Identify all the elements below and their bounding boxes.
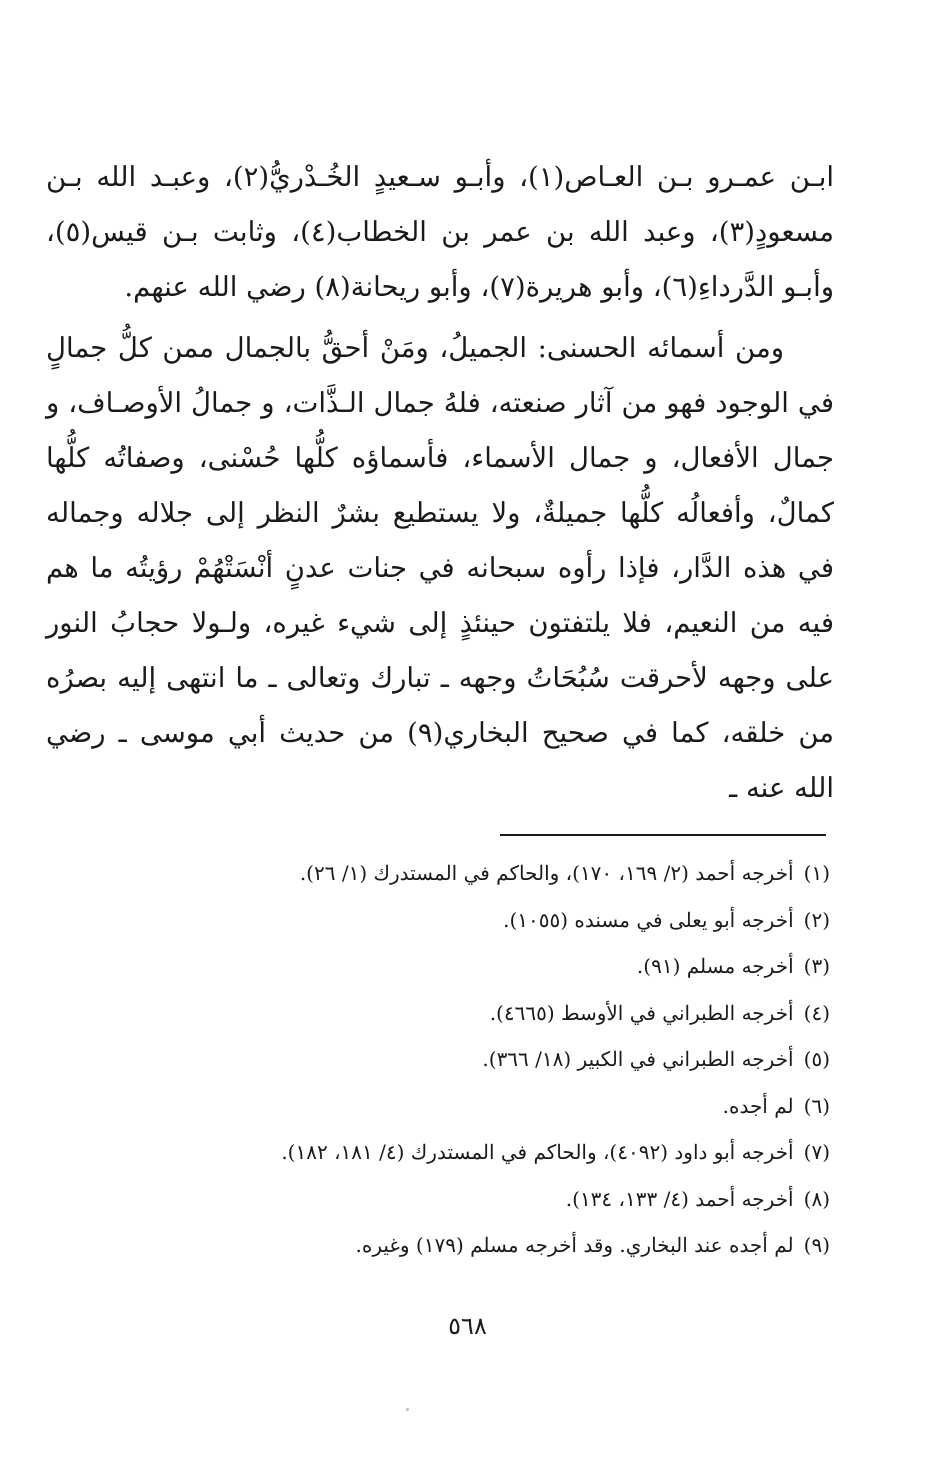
footnote-text: أخرجه أحمد (٤/ ١٣٣، ١٣٤). <box>565 1186 794 1211</box>
scan-speck <box>406 1408 409 1411</box>
footnote-text: أخرجه أبو يعلى في مسنده (١٠٥٥). <box>503 907 794 932</box>
footnote-text: أخرجه أبو داود (٤٠٩٢)، والحاكم في المستدرك (٤/ ١٨١، ١٨٢). <box>281 1140 794 1164</box>
paragraph-1: ابـن عمـرو بـن العـاص(١)، وأبـو سـعيدٍ الخُـدْريُّ(٢)، وعبـد الله بـن مسعودٍ(٣)، وعبد الله بن عمر بن الخطاب(٤)، وثابت بـن قيس(٥)، وأبـو الدَّرداءِ(٦)، وأبو هريرة(٧)، وأبو ريحانة(٨) رضي الله عنهم. <box>46 161 835 303</box>
footnote-number: (٦) <box>803 1093 830 1118</box>
footnote-1 <box>60 850 830 897</box>
footnote-text: أخرجه الطبراني في الأوسط (٤٦٦٥). <box>489 1000 794 1025</box>
footnote-9 <box>60 1222 830 1269</box>
footnote-text: أخرجه الطبراني في الكبير (١٨/ ٣٦٦). <box>482 1047 794 1071</box>
footnote-text: أخرجه أحمد (٢/ ١٦٩، ١٧٠)، والحاكم في المستدرك (١/ ٢٦). <box>299 861 794 885</box>
paragraph-2: ومن أسمائه الحسنى: الجميلُ، ومَنْ أحقُّ بالجمال ممن كلُّ جمالٍ في الوجود فهو من آثار صنعته، فلهُ جمال الـذَّات، و جمالُ الأوصـاف، و جمال الأفعال، و جمال الأسماء، فأسماؤه كلُّها حُسْنى، وصفاتُه كلُّها كمالٌ، وأفعالُه كلُّها جميلةٌ، ولا يستطيع بشرٌ النظر إلى جلاله وجماله في هذه الدَّار، فإذا رأوه سبحانه في جنات عدنٍ أنْسَتْهُمْ رؤيتُه ما هم فيه من النعيم، فلا يلتفتون حينئذٍ إلى شيء غيره، ولـولا حجابُ النور على وجهه لأحرقت سُبُحَاتُ وجهه ـ تبارك وتعالى ـ ما انتهى إليه بصرُه من خلقه، كما في صحيح البخاري(٩) من حديث أبي موسى ـ رضي الله عنه ـ <box>46 332 834 804</box>
footnote-separator <box>500 834 826 836</box>
footnote-4 <box>60 990 830 1037</box>
footnote-5 <box>60 1036 830 1083</box>
footnote-number: (٢) <box>803 907 830 932</box>
footnote-number: (١) <box>803 861 830 885</box>
footnote-8 <box>60 1176 830 1223</box>
footnote-number: (٣) <box>803 954 830 978</box>
footnote-number: (٤) <box>803 1000 830 1025</box>
footnote-text: أخرجه مسلم (٩١). <box>636 954 794 978</box>
footnote-3 <box>60 943 830 990</box>
footnote-number: (٥) <box>803 1047 830 1071</box>
footnote-number: (٩) <box>803 1233 830 1257</box>
footnote-number: (٨) <box>803 1186 830 1211</box>
footnote-7 <box>60 1129 830 1176</box>
main-text <box>46 150 834 816</box>
footnote-number: (٧) <box>803 1140 830 1164</box>
footnotes-list <box>60 850 830 1269</box>
footnote-text: لم أجده. <box>722 1093 794 1118</box>
footnote-6 <box>60 1083 830 1130</box>
footnote-text: لم أجده عند البخاري. وقد أخرجه مسلم (١٧٩) وغيره. <box>355 1233 794 1257</box>
page-number: ٥٦٨ <box>448 1312 487 1340</box>
footnote-2 <box>60 897 830 944</box>
